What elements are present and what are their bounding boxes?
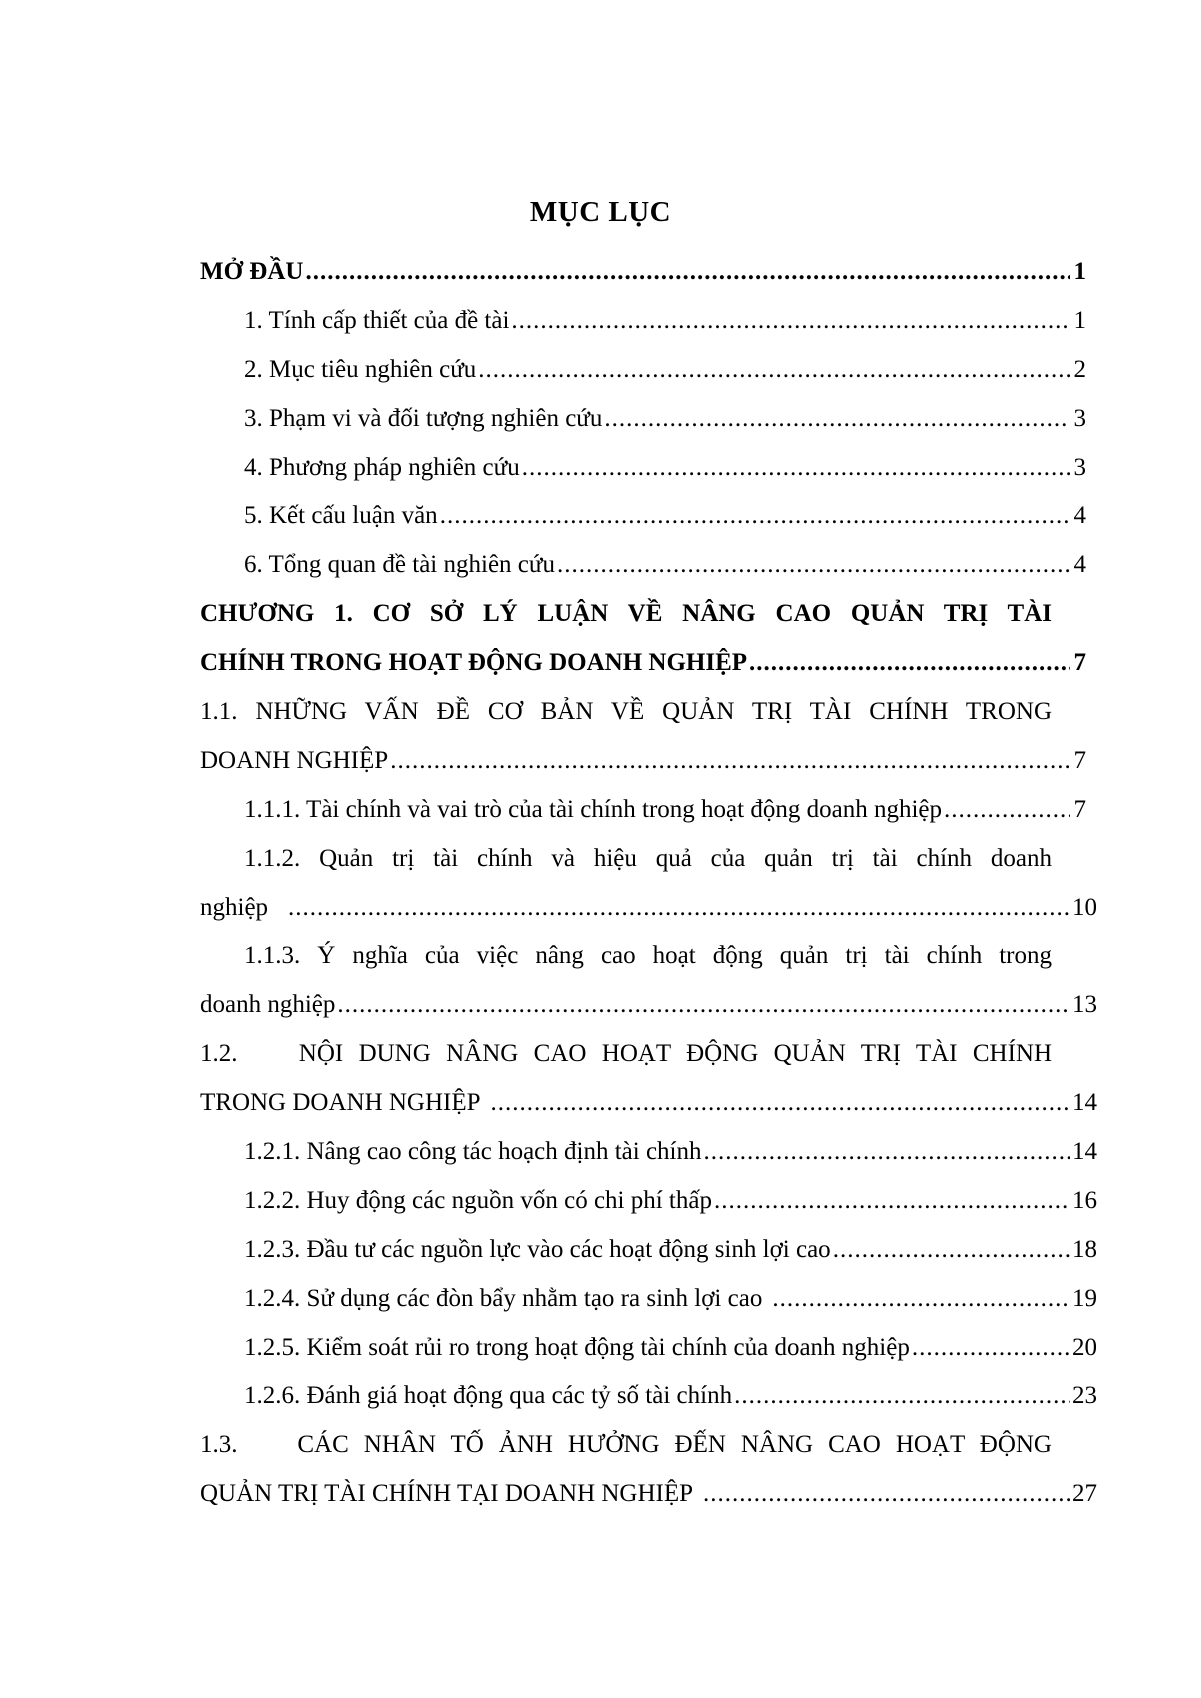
toc-entry-page: 1 [1073, 258, 1086, 285]
dot-leader [511, 297, 1070, 346]
toc-entry-continued[interactable] [200, 590, 1086, 639]
toc-entry-text: 2. Mục tiêu nghiên cứu [244, 355, 477, 383]
toc-entry-text: 3. Phạm vi và đối tượng nghiên cứu [244, 404, 603, 432]
toc-entry-page: 14 [1072, 1138, 1097, 1166]
toc-entry[interactable] [200, 395, 1086, 444]
toc-entry[interactable] [200, 884, 1097, 933]
toc-entry-page: 7 [1073, 649, 1086, 677]
toc-entry-text: nghiệp [200, 893, 269, 921]
toc-entry-text: 1.2.5. Kiểm soát rủi ro trong hoạt động tài chính của doanh nghiệp [244, 1333, 910, 1361]
toc-entry-continued[interactable] [200, 1030, 1086, 1079]
toc-entry-text: 1.2.6. Đánh giá hoạt động qua các tỷ số tài chính [244, 1382, 733, 1410]
toc-entry[interactable] [200, 346, 1086, 395]
toc-entry[interactable] [200, 297, 1086, 346]
dot-leader [833, 1226, 1070, 1275]
toc-entry-text: 4. Phương pháp nghiên cứu [244, 453, 520, 481]
toc-entry-text: 1.3. CÁC NHÂN TỐ ẢNH HƯỞNG ĐẾN NÂNG CAO HOẠT ĐỘNG [200, 1431, 1052, 1459]
toc-entry-page: 13 [1072, 991, 1097, 1019]
toc-entry[interactable] [200, 1226, 1097, 1275]
dot-leader [772, 1275, 1070, 1324]
toc-entry-page: 3 [1073, 453, 1086, 481]
toc-entry[interactable] [200, 737, 1086, 786]
toc-entry-page: 1 [1073, 306, 1086, 334]
toc-entry-text: MỞ ĐẦU [200, 258, 304, 285]
toc-entry-text: 1.1.1. Tài chính và vai trò của tài chính trong hoạt động doanh nghiệp [244, 795, 942, 823]
dot-leader [390, 737, 1070, 786]
dot-leader [440, 492, 1070, 541]
toc-entry[interactable] [200, 1324, 1097, 1373]
toc-entry-page: 3 [1073, 404, 1086, 432]
toc-entry-text: CHƯƠNG 1. CƠ SỞ LÝ LUẬN VỀ NÂNG CAO QUẢN TRỊ TÀI [200, 600, 1052, 628]
toc-entry-text: 1.2.3. Đầu tư các nguồn lực vào các hoạt động sinh lợi cao [244, 1235, 831, 1263]
dot-leader [337, 981, 1070, 1030]
toc-entry-page: 16 [1072, 1186, 1097, 1214]
toc-entry-page: 20 [1072, 1333, 1097, 1361]
toc-entry-text: 1. Tính cấp thiết của đề tài [244, 306, 510, 334]
dot-leader [557, 541, 1070, 590]
dot-leader [704, 1128, 1071, 1177]
toc-entry-page: 27 [1072, 1480, 1097, 1508]
dot-leader [734, 1372, 1070, 1421]
toc-entry-text: 1.1.2. Quản trị tài chính và hiệu quả của quản trị tài chính doanh [244, 844, 1052, 872]
toc-entry-page: 4 [1073, 502, 1086, 530]
toc-entry-page: 23 [1072, 1382, 1097, 1410]
toc-entry-page: 4 [1073, 551, 1086, 579]
toc-entry-text: 1.2.1. Nâng cao công tác hoạch định tài chính [244, 1138, 702, 1166]
toc-entry[interactable] [200, 1128, 1097, 1177]
toc-entry[interactable] [200, 1079, 1097, 1128]
toc-entry-text: 1.2. NỘI DUNG NÂNG CAO HOẠT ĐỘNG QUẢN TRỊ TÀI CHÍNH [200, 1040, 1052, 1068]
toc-entry-page: 19 [1072, 1284, 1097, 1312]
toc-entry-text: 1.2.4. Sử dụng các đòn bẩy nhằm tạo ra sinh lợi cao [244, 1284, 763, 1312]
toc-entry-page: 14 [1072, 1089, 1097, 1117]
dot-leader [714, 1177, 1070, 1226]
toc-entry[interactable] [200, 639, 1086, 688]
dot-leader [703, 1470, 1070, 1519]
toc-entry-page: 7 [1073, 795, 1086, 823]
toc-entry[interactable] [200, 1275, 1097, 1324]
toc-entry-text: CHÍNH TRONG HOẠT ĐỘNG DOANH NGHIỆP [200, 649, 748, 677]
table-of-contents [200, 248, 1097, 1519]
toc-entry-text: 5. Kết cấu luận văn [244, 502, 438, 530]
toc-entry[interactable] [200, 786, 1086, 835]
dot-leader [478, 346, 1070, 395]
toc-entry[interactable] [200, 1470, 1097, 1519]
dot-leader [912, 1324, 1070, 1373]
toc-entry[interactable] [200, 1372, 1097, 1421]
toc-entry-text: 1.1. NHỮNG VẤN ĐỀ CƠ BẢN VỀ QUẢN TRỊ TÀI CHÍNH TRONG [200, 698, 1052, 726]
dot-leader [288, 884, 1070, 933]
toc-entry-page: 18 [1072, 1235, 1097, 1263]
dot-leader [522, 444, 1070, 493]
toc-entry-text: QUẢN TRỊ TÀI CHÍNH TẠI DOANH NGHIỆP [200, 1480, 694, 1508]
toc-entry-text: DOANH NGHIỆP [200, 746, 389, 774]
toc-entry[interactable] [200, 1177, 1097, 1226]
dot-leader [944, 786, 1070, 835]
toc-entry-page: 7 [1073, 746, 1086, 774]
toc-entry-text: 6. Tổng quan đề tài nghiên cứu [244, 551, 555, 579]
toc-entry-page: 2 [1073, 355, 1086, 383]
dot-leader [491, 1079, 1070, 1128]
toc-entry[interactable] [200, 248, 1086, 297]
toc-entry-continued[interactable] [200, 835, 1086, 884]
toc-entry-continued[interactable] [200, 1421, 1086, 1470]
dot-leader [305, 248, 1070, 297]
toc-entry-text: TRONG DOANH NGHIỆP [200, 1089, 481, 1117]
toc-entry[interactable] [200, 492, 1086, 541]
toc-entry-text: 1.2.2. Huy động các nguồn vốn có chi phí thấp [244, 1186, 712, 1214]
dot-leader [604, 395, 1070, 444]
toc-entry[interactable] [200, 541, 1086, 590]
page-title: MỤC LỤC [529, 196, 672, 228]
toc-entry-continued[interactable] [200, 688, 1086, 737]
toc-entry-continued[interactable] [200, 932, 1086, 981]
toc-entry-text: doanh nghiệp [200, 991, 336, 1019]
toc-entry[interactable] [200, 981, 1097, 1030]
toc-entry[interactable] [200, 444, 1086, 493]
dot-leader [749, 639, 1070, 688]
toc-entry-page: 10 [1072, 893, 1097, 921]
toc-entry-text: 1.1.3. Ý nghĩa của việc nâng cao hoạt động quản trị tài chính trong [244, 942, 1052, 970]
